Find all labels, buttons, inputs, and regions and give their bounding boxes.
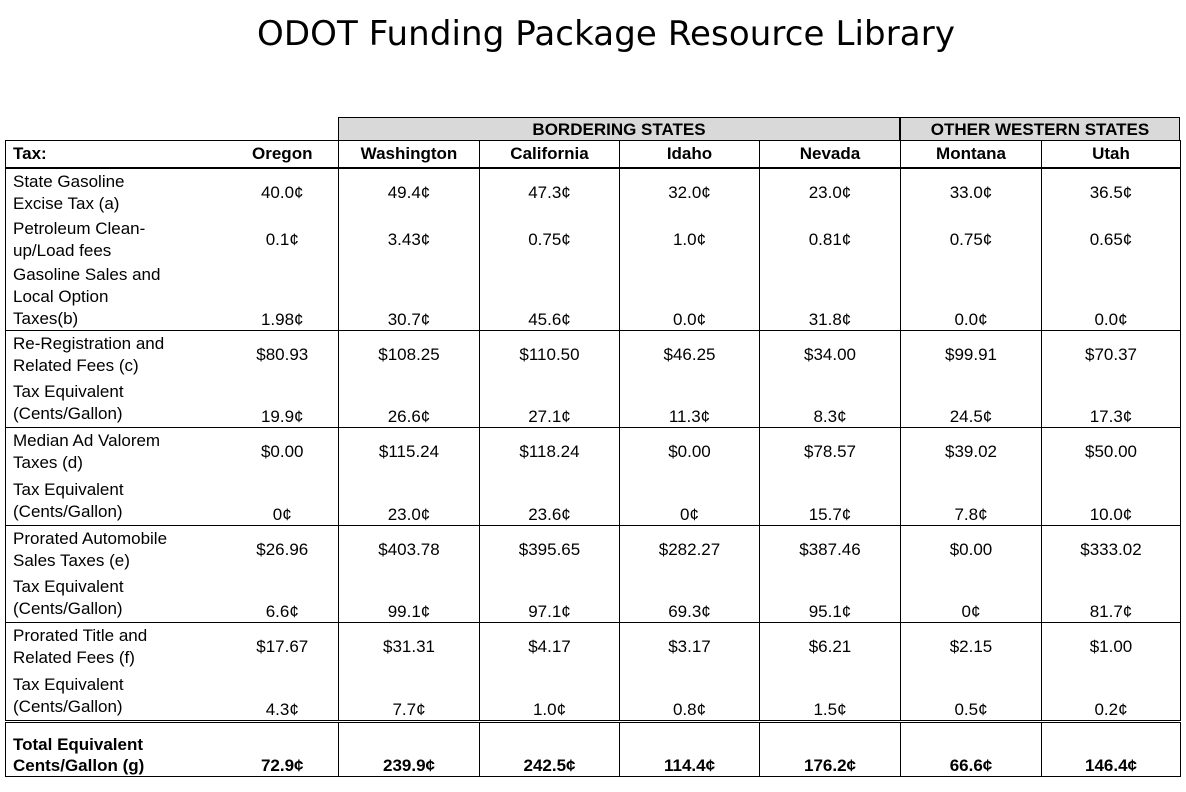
table-row: [6, 264, 1181, 331]
column-header-nevada: Nevada: [760, 141, 901, 169]
row-label-line: Prorated Title and: [13, 626, 148, 646]
cell-nevada: $387.46: [760, 526, 901, 575]
row-label-line: State Gasoline: [13, 171, 125, 191]
row-label-line: Related Fees (f): [13, 648, 135, 668]
row-label: [6, 216, 227, 264]
cell-california: 45.6¢: [480, 264, 620, 331]
cell-idaho: 0.8¢: [620, 672, 760, 722]
table-row: [6, 428, 1181, 477]
cell-montana: 7.8¢: [901, 477, 1042, 526]
row-label-line: Gasoline Sales and: [13, 265, 161, 284]
column-header-idaho: Idaho: [620, 141, 760, 169]
cell-utah: 0.0¢: [1042, 264, 1181, 331]
row-label: [6, 168, 227, 216]
total-utah: 146.4¢: [1042, 722, 1181, 777]
cell-utah: 10.0¢: [1042, 477, 1181, 526]
row-label: [6, 264, 227, 331]
column-header-montana: Montana: [901, 141, 1042, 169]
cell-oregon: 0.1¢: [265, 230, 299, 249]
row-label: [6, 672, 227, 722]
row-label-line: (Cents/Gallon): [13, 501, 123, 521]
cell-california: $4.17: [480, 623, 620, 672]
total-california: 242.5¢: [480, 722, 620, 777]
column-header-california: California: [480, 141, 620, 169]
row-label: [6, 623, 227, 672]
row-label-line: Prorated Automobile: [13, 529, 168, 549]
cell-oregon: $0.00: [260, 442, 304, 462]
row-label-line: Tax Equivalent: [13, 382, 124, 402]
cell-california: $110.50: [480, 331, 620, 380]
table-row: [6, 380, 1181, 428]
cell-washington: 99.1¢: [339, 575, 480, 623]
cell-montana: $0.00: [901, 526, 1042, 575]
cell-utah: 0.2¢: [1042, 672, 1181, 722]
cell-california: $118.24: [480, 428, 620, 477]
row-label: [6, 526, 227, 575]
table-row: [6, 331, 1181, 380]
cell-washington: 49.4¢: [339, 168, 480, 216]
total-oregon: 72.9¢: [227, 722, 339, 777]
total-washington: 239.9¢: [339, 722, 480, 777]
cell-washington: $403.78: [339, 526, 480, 575]
table-header-row: [6, 141, 1181, 169]
total-idaho: 114.4¢: [620, 722, 760, 777]
cell-montana: $39.02: [901, 428, 1042, 477]
cell-idaho: 0.0¢: [620, 264, 760, 331]
cell-utah: $50.00: [1042, 428, 1181, 477]
cell-idaho: $0.00: [620, 428, 760, 477]
cell-montana: 0.5¢: [901, 672, 1042, 722]
row-label-line: Median Ad Valorem: [13, 431, 161, 451]
row-label-line: Tax Equivalent: [13, 479, 124, 499]
row-label-line: Sales Taxes (e): [13, 551, 130, 571]
cell-nevada: $78.57: [760, 428, 901, 477]
cell-nevada: $6.21: [760, 623, 901, 672]
row-label-line: Local Option: [13, 287, 109, 306]
cell-washington: $31.31: [339, 623, 480, 672]
cell-idaho: 32.0¢: [620, 168, 760, 216]
total-row: [6, 722, 1181, 777]
cell-california: 0.75¢: [480, 216, 620, 264]
cell-utah: 36.5¢: [1042, 168, 1181, 216]
cell-utah: $1.00: [1042, 623, 1181, 672]
table-row: [6, 672, 1181, 722]
total-label-line: Total Equivalent: [13, 734, 144, 754]
cell-washington: 30.7¢: [339, 264, 480, 331]
total-label-line: Cents/Gallon (g): [13, 755, 145, 775]
cell-oregon: $80.93: [256, 345, 309, 365]
cell-oregon: 40.0¢: [260, 182, 304, 202]
row-label-line: (Cents/Gallon): [13, 404, 123, 424]
row-label-line: (Cents/Gallon): [13, 599, 123, 619]
cell-oregon: 19.9¢: [227, 380, 339, 428]
cell-nevada: 15.7¢: [760, 477, 901, 526]
cell-oregon: 6.6¢: [227, 575, 339, 623]
cell-utah: 0.65¢: [1042, 216, 1181, 264]
cell-california: 23.6¢: [480, 477, 620, 526]
table-row: [6, 216, 1181, 264]
table-row: [6, 526, 1181, 575]
cell-montana: 0.75¢: [901, 216, 1042, 264]
cell-idaho: $46.25: [620, 331, 760, 380]
column-header-tax: Tax:: [6, 141, 227, 169]
cell-washington: $115.24: [339, 428, 480, 477]
table-row: [6, 477, 1181, 526]
table-row: [6, 575, 1181, 623]
row-label-line: Tax Equivalent: [13, 577, 124, 597]
row-label-line: Taxes(b): [13, 309, 79, 328]
table-row: [6, 168, 1181, 216]
cell-washington: 26.6¢: [339, 380, 480, 428]
cell-montana: 0.0¢: [901, 264, 1042, 331]
cell-oregon: $26.96: [256, 540, 309, 560]
row-label-line: Petroleum Clean-: [13, 219, 146, 238]
cell-nevada: 31.8¢: [760, 264, 901, 331]
cell-nevada: 1.5¢: [760, 672, 901, 722]
page-title: ODOT Funding Package Resource Library: [256, 14, 956, 54]
table-row: [6, 623, 1181, 672]
total-montana: 66.6¢: [901, 722, 1042, 777]
row-label-line: Re-Registration and: [13, 334, 165, 354]
cell-california: 1.0¢: [480, 672, 620, 722]
cell-montana: 33.0¢: [901, 168, 1042, 216]
cell-california: 47.3¢: [480, 168, 620, 216]
column-header-washington: Washington: [339, 141, 480, 169]
cell-idaho: 0¢: [620, 477, 760, 526]
cell-idaho: 69.3¢: [620, 575, 760, 623]
row-label-line: Tax Equivalent: [13, 674, 124, 694]
cell-nevada: 23.0¢: [760, 168, 901, 216]
cell-montana: $99.91: [901, 331, 1042, 380]
row-label-line: Related Fees (c): [13, 356, 139, 376]
row-label-line: Taxes (d): [13, 453, 83, 473]
row-label-line: Excise Tax (a): [13, 193, 120, 213]
cell-montana: $2.15: [901, 623, 1042, 672]
row-label: [6, 428, 227, 477]
bordering-states-header: BORDERING STATES: [338, 117, 900, 140]
cell-nevada: $34.00: [760, 331, 901, 380]
total-nevada: 176.2¢: [760, 722, 901, 777]
row-label-line: (Cents/Gallon): [13, 696, 123, 716]
row-label: [6, 477, 227, 526]
row-label: [6, 331, 227, 380]
column-header-utah: Utah: [1042, 141, 1181, 169]
cell-nevada: 8.3¢: [760, 380, 901, 428]
cell-washington: 23.0¢: [339, 477, 480, 526]
row-label: [6, 575, 227, 623]
cell-california: 27.1¢: [480, 380, 620, 428]
cell-utah: $70.37: [1042, 331, 1181, 380]
tax-comparison-table: [5, 140, 1181, 777]
cell-utah: 81.7¢: [1042, 575, 1181, 623]
cell-oregon: 4.3¢: [227, 672, 339, 722]
cell-washington: $108.25: [339, 331, 480, 380]
row-label-line: up/Load fees: [13, 241, 112, 260]
cell-idaho: $3.17: [620, 623, 760, 672]
cell-washington: 3.43¢: [339, 216, 480, 264]
cell-oregon: 0¢: [227, 477, 339, 526]
cell-oregon: $17.67: [256, 637, 309, 657]
cell-idaho: 11.3¢: [620, 380, 760, 428]
cell-montana: 0¢: [901, 575, 1042, 623]
row-label: [6, 380, 227, 428]
cell-washington: 7.7¢: [339, 672, 480, 722]
cell-oregon: 1.98¢: [227, 264, 339, 331]
cell-utah: $333.02: [1042, 526, 1181, 575]
total-label: [6, 722, 227, 777]
cell-idaho: $282.27: [620, 526, 760, 575]
cell-utah: 17.3¢: [1042, 380, 1181, 428]
cell-idaho: 1.0¢: [620, 216, 760, 264]
cell-nevada: 0.81¢: [760, 216, 901, 264]
column-header-oregon: Oregon: [227, 141, 339, 169]
cell-montana: 24.5¢: [901, 380, 1042, 428]
cell-nevada: 95.1¢: [760, 575, 901, 623]
cell-california: 97.1¢: [480, 575, 620, 623]
other-western-states-header: OTHER WESTERN STATES: [900, 117, 1180, 140]
cell-california: $395.65: [480, 526, 620, 575]
